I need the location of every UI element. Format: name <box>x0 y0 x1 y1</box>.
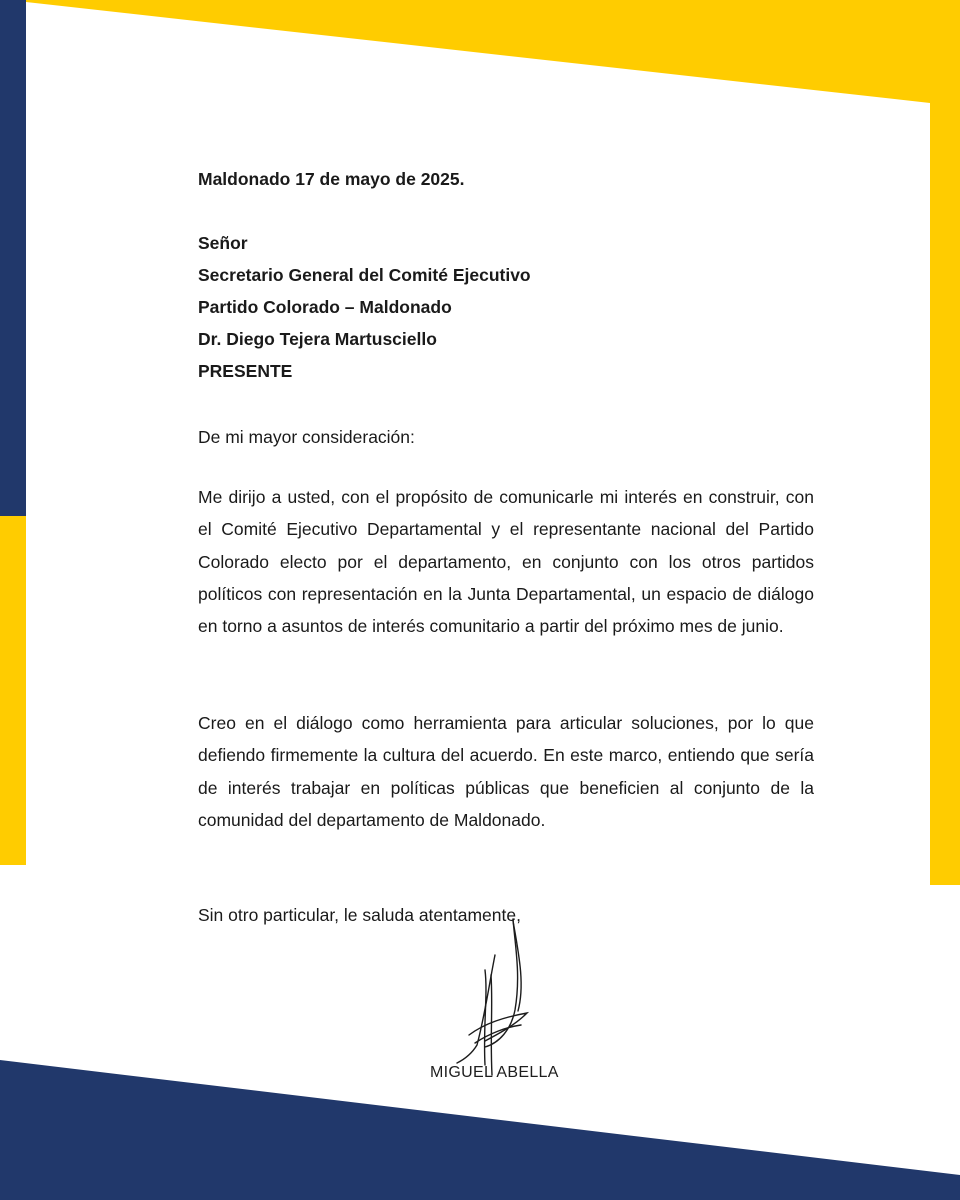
recipient-present: PRESENTE <box>198 361 293 381</box>
recipient-title: Secretario General del Comité Ejecutivo <box>198 265 531 285</box>
navy-left-stripe <box>0 0 26 516</box>
recipient-organization: Partido Colorado – Maldonado <box>198 297 452 317</box>
paragraph-1: Me dirijo a usted, con el propósito de comunicarle mi interés en construir, con el Comité Ejecutivo Departamental y el representante nacional del Partido Colorado electo por el departamento, en conjunto con los otros partidos políticos con representación en la Junta Departamental, un espacio de diálogo en torno a asuntos de interés comunitario a partir del próximo mes de junio. <box>198 487 814 637</box>
yellow-left-band <box>0 516 26 865</box>
greeting: De mi mayor consideración: <box>198 427 415 447</box>
handwritten-signature <box>455 915 545 1085</box>
paragraph-2: Creo en el diálogo como herramienta para articular soluciones, por lo que defiendo firmemente la cultura del acuerdo. En este marco, entiendo que sería de interés trabajar en políticas públicas que beneficien al conjunto de la comunidad del departamento de Maldonado. <box>198 713 814 830</box>
recipient-salutation: Señor <box>198 233 248 253</box>
closing-line: Sin otro particular, le saluda atentamente, <box>198 905 521 925</box>
date-line: Maldonado 17 de mayo de 2025. <box>198 169 465 189</box>
signer-name: MIGUEL ABELLA <box>430 1064 559 1081</box>
recipient-name: Dr. Diego Tejera Martusciello <box>198 329 437 349</box>
